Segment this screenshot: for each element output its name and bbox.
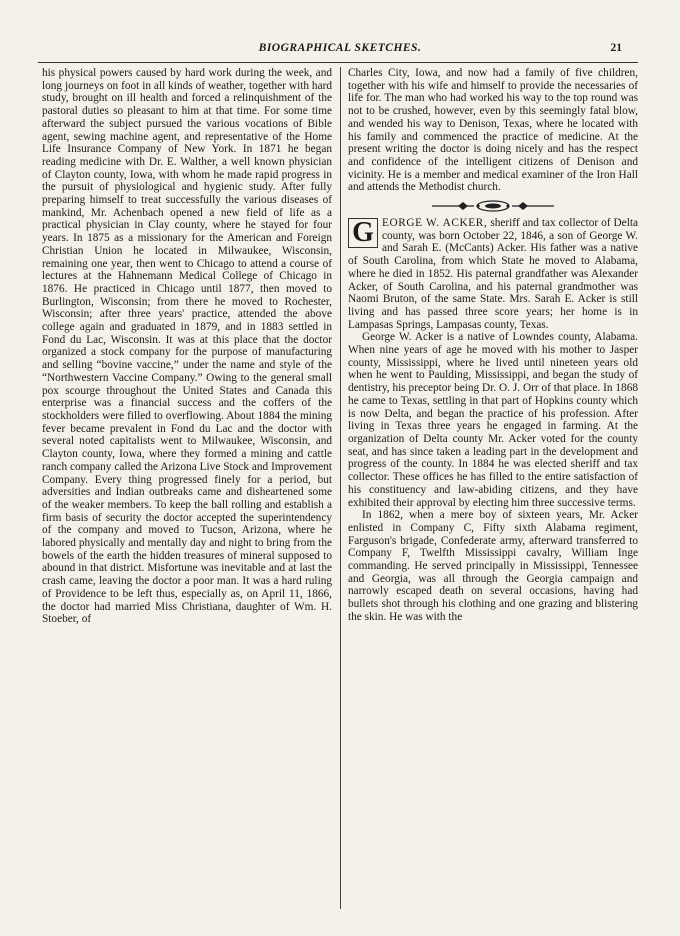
right-paragraph-3: In 1862, when a mere boy of sixteen years, Mr. Acker enlisted in Company C, Fifty sixth Alabama regiment, Farguson's brigade, Confederate army, afterward transferred to Company F, Twelfth Mississippi cavalry, William Inge commanding. He served principally in Mississippi, Tennessee and Georgia, was all through the Georgia campaign and narrowly escaped death on several occasions, having had bullets shot through his clothing and one grazing and blistering the skin. He was with the	[348, 509, 638, 623]
section-ornament	[348, 197, 638, 215]
right-paragraph-2: George W. Acker is a native of Lowndes county, Alabama. When nine years of age he moved with his mother to Jasper county, Mississippi, where he lived until nineteen years old when he went to Paulding, Mississippi, and began the study of dentistry, his preceptor being Dr. O. J. Orr of that place. In 1868 he came to Texas, settling in that part of Hopkins county which is now Delta, and began the practice of his profession. After living in Texas three years he engaged in farming. At the organization of Delta county Mr. Acker voted for the county seat, and has since taken a leading part in the development and progress of the county. In 1884 he was elected sheriff and tax collector. These offices he has filled to the entire satisfaction of his constituency and law-abiding citizens, and they have exhibited their approval by electing him three successive terms.	[348, 331, 638, 509]
left-paragraph-1: his physical powers caused by hard work during the week, and long journeys on foot in all kinds of weather, together with hard study, brought on ill health and forced a relinquishment of the pastoral duties so pleasant to him at that time. For some time afterward the subject pursued the various vocations of Bible agent, sewing machine agent, and representative of the Home Life Insurance Company of New York. In 1871 he began reading medicine with Dr. E. Walther, a well known physician of Clayton county, Iowa, with whom he made rapid progress in the pursuit of physiological and hygienic study. After fully preparing himself to treat successfully the various diseases of mankind, Mr. Achenbach opened a new field of life as a practical physician in Clay county, where he stayed for four years. In 1875 as a missionary for the American and Foreign Christian Union he located in Milwaukee, Wisconsin, remaining one year, then went to Chicago to attend a course of lectures at the Hahnemann Medical College of Chicago in 1876. He practiced in Chicago until 1877, then moved to Burlington, Wisconsin; from there he moved to Rochester, Wisconsin; after three years' practice, attended the above college again and graduated in 1879, and in 1883 settled in Fond du Lac, Wisconsin. It was at this place that the doctor organized a stock company for the purpose of manufacturing and selling “bovine vaccine,” under the name and style of the “Northwestern Vaccine Company.” Owing to the general small pox scourge throughout the United States and Canada this enterprise was a financial success and the coffers of the stockholders were filled to overflowing. About 1884 the mining fever became prevalent in Fond du Lac and the doctor with several noted capitalists went to Milwaukee, Wisconsin, and Clayton county, Iowa, where they formed a mining and cattle ranch company called the Arizona Live Stock and Improvement Company. Every thing progressed finely for a period, but adversities and Indian outbreaks came and disheartened some of the weaker members. To keep the ball rolling and establish a firm basis of security the doctor accepted the superintendency of the company and moved to Tucson, Arizona, where he labored physically and mentally day and night to bring from the bowels of the earth the hidden treasures of mineral supposed to abound in that district. Misfortune was inevitable and at last the crash came, leaving the doctor a poor man. It was a hard ruling of Providence to be left thus, especially as, on April 11, 1866, the doctor had married Miss Christiana, daughter of Wm. H. Stoeber, of	[42, 67, 332, 626]
right-column	[348, 67, 638, 909]
left-column	[42, 67, 332, 909]
sketch-intro: sheriff and tax collector of Delta county, was born October 22, 1846, a son of George W. and Sarah E. (McCants) Acker. His father was a native of South Carolina, from which State he moved to Alabama, where he died in 1852. His paternal grandfather was Alexander Acker, of South Carolina, and his paternal grandmother was Naomi Bruton, of the same State. Mrs. Sarah E. Acker is still living and has passed three score years; her home is in Lampasas Springs, Lampasas county, Texas.	[348, 217, 638, 331]
sketch-name: EORGE W. ACKER,	[382, 217, 488, 230]
page-number: 21	[610, 42, 622, 54]
drop-cap: G	[348, 218, 378, 248]
column-divider	[340, 67, 341, 909]
running-head	[0, 42, 680, 62]
running-title: BIOGRAPHICAL SKETCHES.	[258, 42, 422, 54]
right-continuation-paragraph: Charles City, Iowa, and now had a family of five children, together with his wife and himself to provide the necessaries of life for. The man who had worked his way to the top round was not to be crushed, however, even by this seemingly fatal blow, and wended his way to Denison, Texas, where he located with his family and commenced the practice of medicine. At the present writing the doctor is doing nicely and has the respect and confidence of the intelligent citizens of Denison and vicinity. He is a member and medical examiner of the Iron Hall and attends the Methodist church.	[348, 67, 638, 194]
acker-intro-paragraph	[348, 217, 638, 331]
header-rule	[38, 62, 638, 63]
